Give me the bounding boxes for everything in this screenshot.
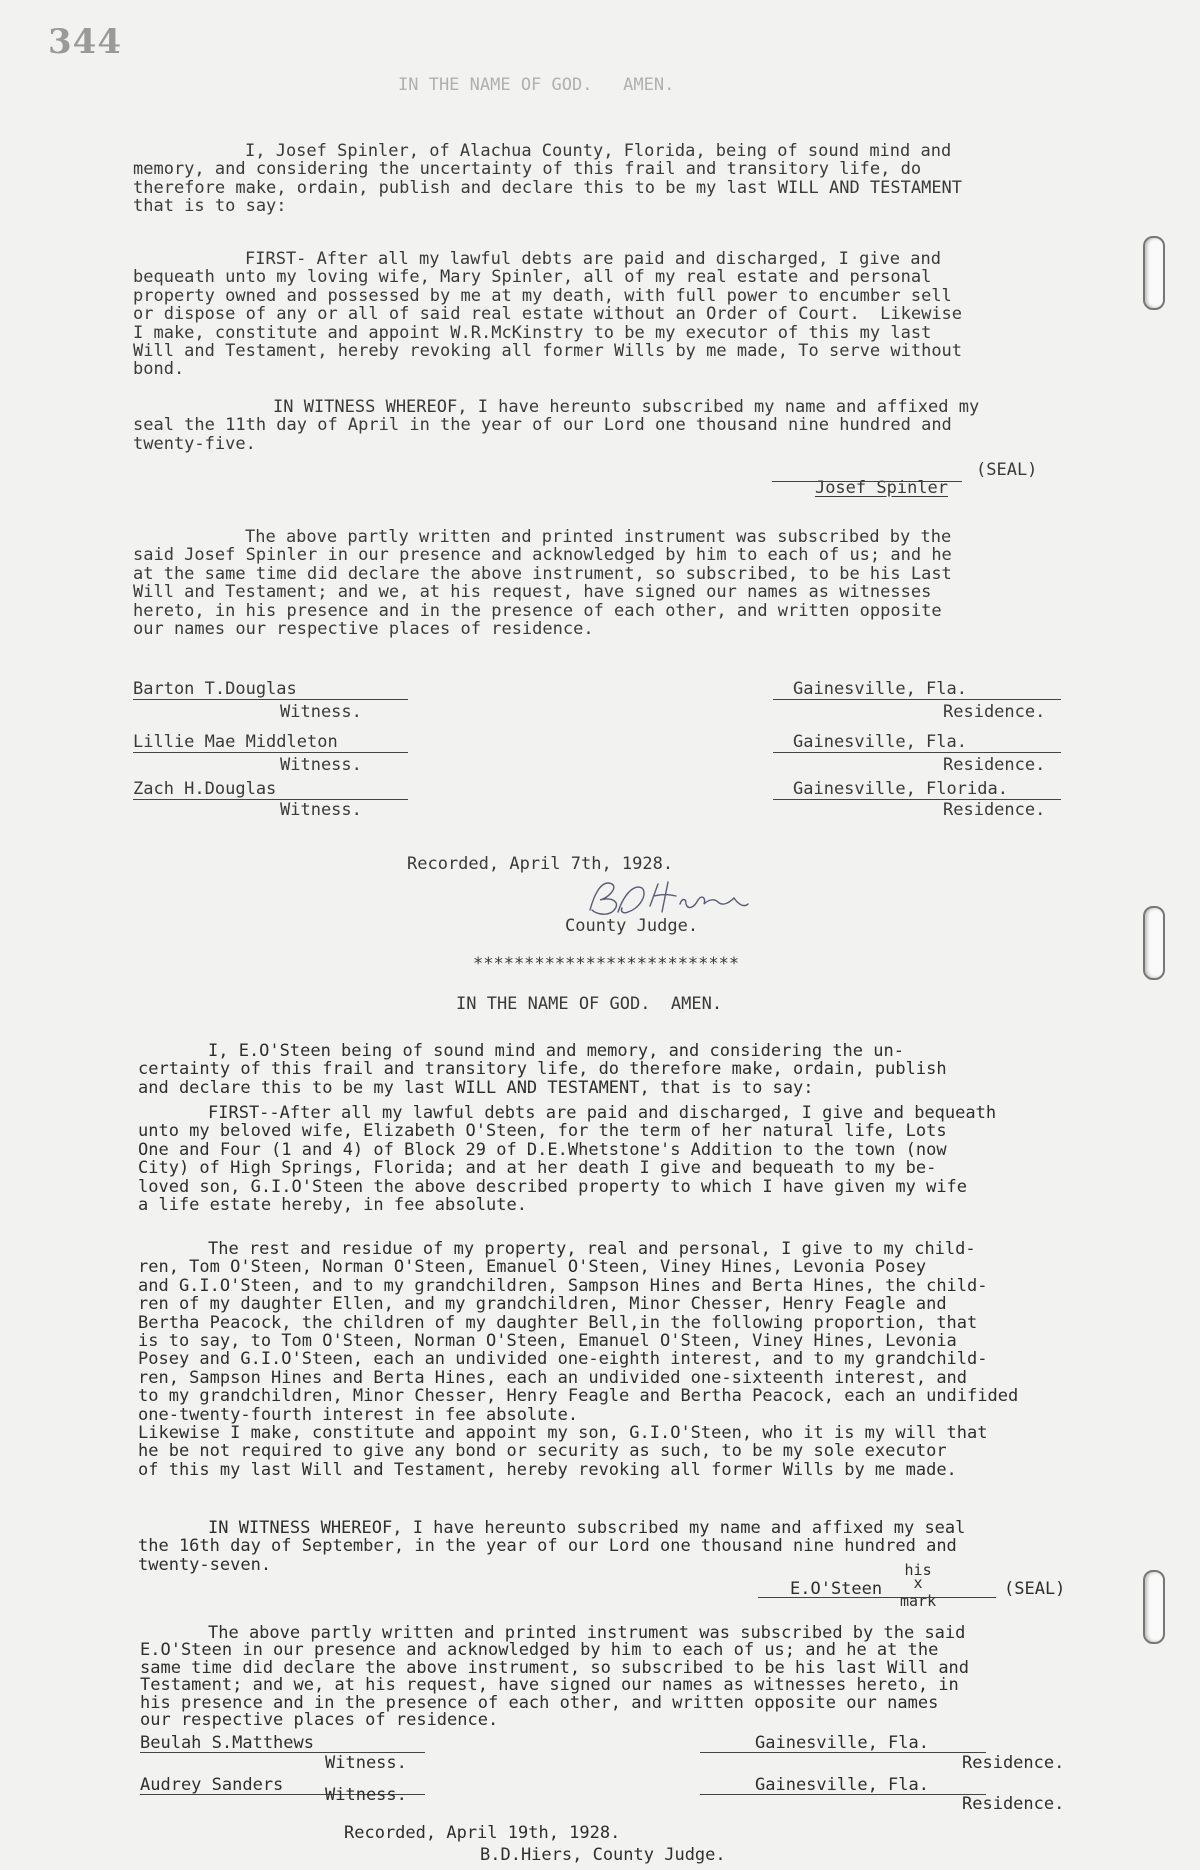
will2-residence-label: Residence. [962,1794,1065,1814]
will1-seal: (SEAL) [976,460,1038,480]
page-number: 344 [48,22,122,62]
will2-testator-signature: E.O'Steen [790,1579,883,1599]
will1-witness-name: Barton T.Douglas [133,679,297,699]
will1-witness-rule [133,799,408,800]
header-faint-title: IN THE NAME OF GOD. AMEN. [398,75,675,95]
will2-recorded: Recorded, April 19th, 1928. [344,1823,621,1843]
will2-residence-rule [700,1752,986,1753]
will1-residence-label: Residence. [943,800,1046,820]
will1-first-clause: FIRST- After all my lawful debts are paid and discharged, I give and bequeath unto my loving wife, Mary Spinler, all of my real estate and personal property owned and possessed by me at my death, with full power to encumber sell or dispose of any or all of said real estate without an Order of Court. Likewise I make, constitute and appoint W.R.McKinstry to be my executor of this my last Will and Testament, hereby revoking all former Wills by me made, To serve without bond. [133,249,963,380]
will2-residue-clause: The rest and residue of my property, real and personal, I give to my child- ren, Tom O'Steen, Norman O'Steen, Emanuel O'Steen, Viney Hines, Levonia Posey and G.I.O'Steen, and to my grandchildren, Sampson Hines and Berta Hines, the child- ren of my daughter Ellen, and my grandchildren, Minor Chesser, Henry Feagle and Bertha Peacock, the children of my daughter Bell,in the following proportion, that is to say, to Tom O'Steen, Norman O'Steen, Emanuel O'Steen, Viney Hines, Levonia Posey and G.I.O'Steen, each an undivided one-eighth interest, and to my grandchild- ren, Sampson Hines and Berta Hines, each an undivided one-sixteenth interest, and to my grandchildren, Minor Chesser, Henry Feagle and Bertha Peacock, each an undifided one-twenty-fourth interest in fee absolute. Likewise I make, constitute and appoint my son, G.I.O'Steen, who it is my will that he be not required to give any bond or security as such, to be my sole executor of this my last Will and Testament, hereby revoking all former Wills by me made. [138,1239,1019,1480]
will1-testator-name: Josef Spinler [814,478,949,498]
will1-recorded: Recorded, April 7th, 1928. [407,854,674,874]
will1-attestation: The above partly written and printed instrument was subscribed by the said Josef Spinler in our presence and acknowledged by him to each of us; and he at the same time did declare the above instrument, so subscribed, to be his Last Will and Testament; and we, at his request, have signed our names as witnesses hereto, in his presence and in the presence of each other, and written opposite our names our respective places of residence. [133,527,952,640]
will1-signature-rule [772,481,962,482]
will2-witness-name: Beulah S.Matthews [140,1733,314,1753]
will2-seal: (SEAL) [1004,1579,1066,1599]
will2-witness-label: Witness. [325,1753,407,1773]
will1-residence: Gainesville, Fla. [793,732,967,752]
will1-residence: Gainesville, Fla. [793,679,967,699]
will1-residence: Gainesville, Florida. [793,779,1008,799]
binder-hole-middle [1143,906,1165,980]
will2-residence-label: Residence. [962,1753,1065,1773]
will1-judge-title: County Judge. [565,916,699,936]
will1-witness-name: Lillie Mae Middleton [133,732,338,752]
will2-witness-label: Witness. [325,1785,407,1805]
will1-residence-rule [773,699,1061,700]
judge-handwritten-signature [578,874,753,922]
will2-residence-rule [700,1794,986,1795]
will2-judge-line: B.D.Hiers, County Judge. [480,1845,726,1865]
will1-residence-rule [773,752,1061,753]
will1-residence-label: Residence. [943,755,1046,775]
will1-witness-clause: IN WITNESS WHEREOF, I have hereunto subscribed my name and affixed my seal the 11th day of April in the year of our Lord one thousand nine hundred and twenty-five. [133,397,980,454]
will2-mark-his: his [904,1561,932,1579]
will2-signature-rule [758,1597,996,1598]
will2-mark [900,1561,937,1610]
will1-witness-label: Witness. [280,800,362,820]
will2-residence: Gainesville, Fla. [755,1733,929,1753]
binder-hole-bottom [1143,1570,1165,1644]
will1-witness-name: Zach H.Douglas [133,779,277,799]
will1-witness-rule [133,699,408,700]
will1-intro: I, Josef Spinler, of Alachua County, Florida, being of sound mind and memory, and considering the uncertainty of this frail and transitory life, do therefore make, ordain, publish and declare this to be my last WILL AND TESTAMENT that is to say: [133,141,963,217]
will2-first-clause: FIRST--After all my lawful debts are paid and discharged, I give and bequeath unto my beloved wife, Elizabeth O'Steen, for the term of her natural life, Lots One and Four (1 and 4) of Block 29 of D.E.Whetstone's Addition to the town (now City) of High Springs, Florida; and at her death I give and bequeath to my be- loved son, G.I.O'Steen the above described property to which I have given my wife a life estate hereby, in fee absolute. [138,1103,997,1216]
will1-witness-label: Witness. [280,702,362,722]
will2-mark-word: mark [900,1592,937,1610]
will2-residence: Gainesville, Fla. [755,1775,929,1795]
will1-testator-signature [774,461,948,515]
binder-hole-top [1143,236,1165,310]
section-separator: ************************** [473,954,740,974]
will2-mark-x: x [913,1574,923,1592]
will2-witness-name: Audrey Sanders [140,1775,284,1795]
will2-heading: IN THE NAME OF GOD. AMEN. [456,994,723,1014]
will1-witness-label: Witness. [280,755,362,775]
will1-residence-label: Residence. [943,702,1046,722]
will2-attestation: The above partly written and printed instrument was subscribed by the said E.O'Steen in our presence and acknowledged by him to each of us; and he at the same time did declare the above instrument, so subscribed to be his last Will and Testament; and we, at his request, have signed our names as witnesses hereto, in his presence and in the presence of each other, and written opposite our names our respective places of residence. [140,1623,970,1731]
will2-witness-clause: IN WITNESS WHEREOF, I have hereunto subscribed my name and affixed my seal the 16th day of September, in the year of our Lord one thousand nine hundred and twenty-seven. [138,1518,966,1575]
will1-witness-rule [133,752,408,753]
will2-intro: I, E.O'Steen being of sound mind and memory, and considering the un- certainty of this frail and transitory life, do therefore make, ordain, publish and declare this to be my last WILL AND TESTAMENT, that is to say: [138,1041,947,1098]
